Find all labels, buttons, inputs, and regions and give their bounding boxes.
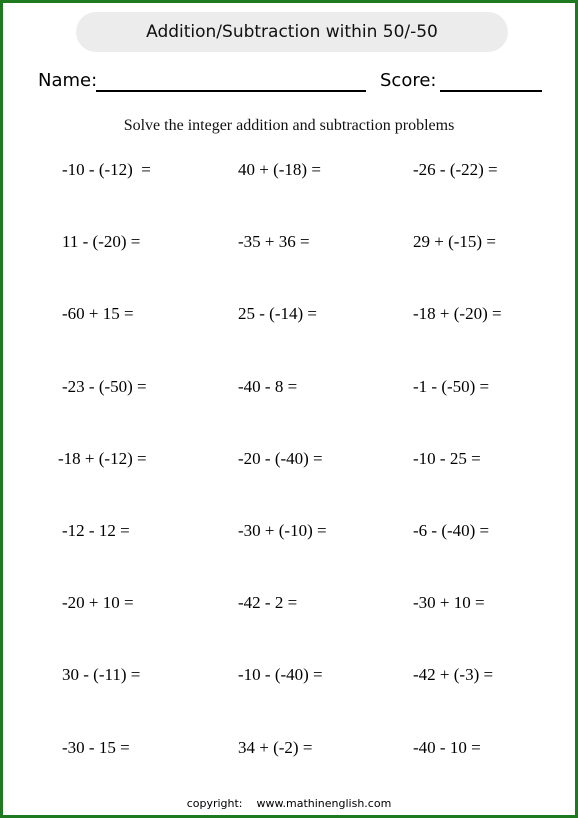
footer: [0, 797, 578, 810]
problem-r5-c2: -20 - (-40) =: [238, 449, 323, 468]
problem-r2-c3: 29 + (-15) =: [413, 232, 496, 251]
problem-r9-c2: 34 + (-2) =: [238, 738, 313, 757]
name-score-row: [38, 70, 544, 96]
problem-r4-c1: -23 - (-50) =: [62, 377, 147, 396]
problem-r3-c3: -18 + (-20) =: [413, 304, 502, 323]
problem-r5-c3: -10 - 25 =: [413, 449, 481, 468]
problem-r9-c3: -40 - 10 =: [413, 738, 481, 757]
problem-r1-c1: -10 - (-12) =: [62, 160, 151, 179]
instructions: Solve the integer addition and subtraction problems: [123, 117, 455, 134]
problem-r9-c1: -30 - 15 =: [62, 738, 130, 757]
problem-r3-c2: 25 - (-14) =: [238, 304, 317, 323]
problem-r7-c3: -30 + 10 =: [413, 593, 485, 612]
problem-r8-c2: -10 - (-40) =: [238, 665, 323, 684]
problem-r7-c2: -42 - 2 =: [238, 593, 298, 612]
problem-r2-c1: 11 - (-20) =: [62, 232, 141, 251]
worksheet-title: [76, 12, 508, 52]
problem-r1-c2: 40 + (-18) =: [238, 160, 321, 179]
problem-r7-c1: -20 + 10 =: [62, 593, 134, 612]
problem-r6-c2: -30 + (-10) =: [238, 521, 327, 540]
problem-r8-c3: -42 + (-3) =: [413, 665, 494, 684]
problem-r8-c1: 30 - (-11) =: [62, 665, 141, 684]
problem-r4-c3: -1 - (-50) =: [413, 377, 490, 396]
score-blank-line: [440, 90, 542, 92]
title-text: Addition/Subtraction within 50/-50: [146, 22, 438, 42]
name-label: Name:: [38, 70, 98, 91]
score-label: Score:: [380, 70, 437, 91]
problem-r2-c2: -35 + 36 =: [238, 232, 310, 251]
name-blank-line: [96, 90, 366, 92]
website-link: www.mathinenglish.com: [256, 797, 392, 810]
problem-r5-c1: -18 + (-12) =: [58, 449, 147, 468]
problem-r1-c3: -26 - (-22) =: [413, 160, 498, 179]
problem-r6-c3: -6 - (-40) =: [413, 521, 490, 540]
problem-r3-c1: -60 + 15 =: [62, 304, 134, 323]
problem-r4-c2: -40 - 8 =: [238, 377, 298, 396]
copyright-label: copyright:: [186, 797, 243, 810]
problem-r6-c1: -12 - 12 =: [62, 521, 130, 540]
